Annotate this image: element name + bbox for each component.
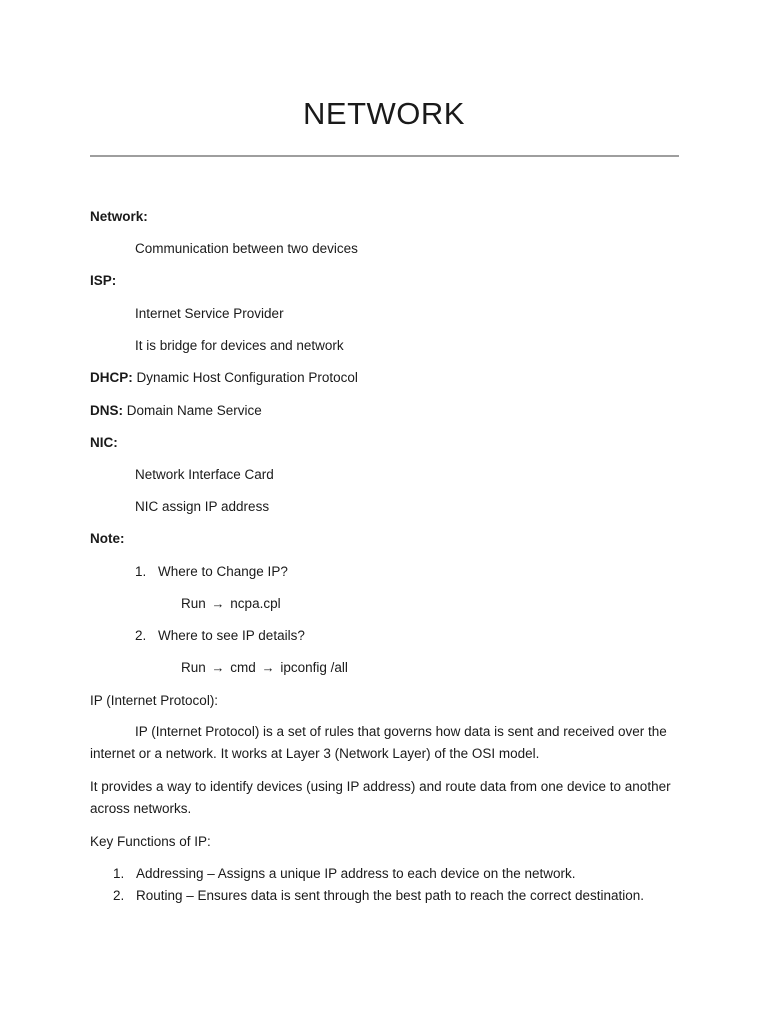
isp-description: It is bridge for devices and network [135,338,344,353]
function-text: Routing – Ensures data is sent through the best path to reach the correct destination. [136,888,645,903]
dns-entry [90,402,262,420]
function-item-1 [113,865,576,883]
ip-heading: IP (Internet Protocol): [90,693,219,708]
ip-paragraph-1 [90,721,682,765]
run-label: Run [181,596,206,611]
title-divider [90,155,679,157]
network-definition: Communication between two devices [135,241,358,256]
dns-term: DNS: [90,403,123,418]
dhcp-entry [90,369,358,387]
run-label: Run [181,660,206,675]
note-question: Where to see IP details? [158,628,305,643]
list-number: 1. [135,564,147,579]
isp-term: ISP: [90,273,117,288]
page-title: NETWORK [303,96,465,131]
command-text: ncpa.cpl [230,596,281,611]
dhcp-term: DHCP: [90,370,133,385]
note-question: Where to Change IP? [158,564,288,579]
right-arrow-icon: → [211,596,225,611]
right-arrow-icon: → [261,660,275,675]
note-command-1 [181,595,281,613]
nic-definition: Network Interface Card [135,467,274,482]
right-arrow-icon: → [211,660,225,675]
ip-paragraph-2: It provides a way to identify devices (using IP address) and route data from one device to another across networks. [90,779,671,816]
key-functions-heading: Key Functions of IP: [90,834,211,849]
note-command-2 [181,659,348,677]
nic-description: NIC assign IP address [135,499,270,514]
list-number: 1. [113,866,125,881]
nic-term: NIC: [90,435,118,450]
function-item-2 [113,887,644,905]
network-term: Network: [90,209,148,224]
dns-definition: Domain Name Service [123,403,262,418]
list-number: 2. [135,628,147,643]
note-heading: Note: [90,531,125,546]
command-text: ipconfig /all [280,660,348,675]
command-text: cmd [230,660,256,675]
isp-definition: Internet Service Provider [135,306,284,321]
note-item-2 [135,627,305,645]
function-text: Addressing – Assigns a unique IP address to each device on the network. [136,866,576,881]
note-item-1 [135,563,288,581]
list-number: 2. [113,888,125,903]
dhcp-definition: Dynamic Host Configuration Protocol [132,370,358,385]
ip-paragraph-1-text: IP (Internet Protocol) is a set of rules that governs how data is sent and received over the internet or a network. It works at Layer 3 (Network Layer) of the OSI model. [90,724,667,761]
